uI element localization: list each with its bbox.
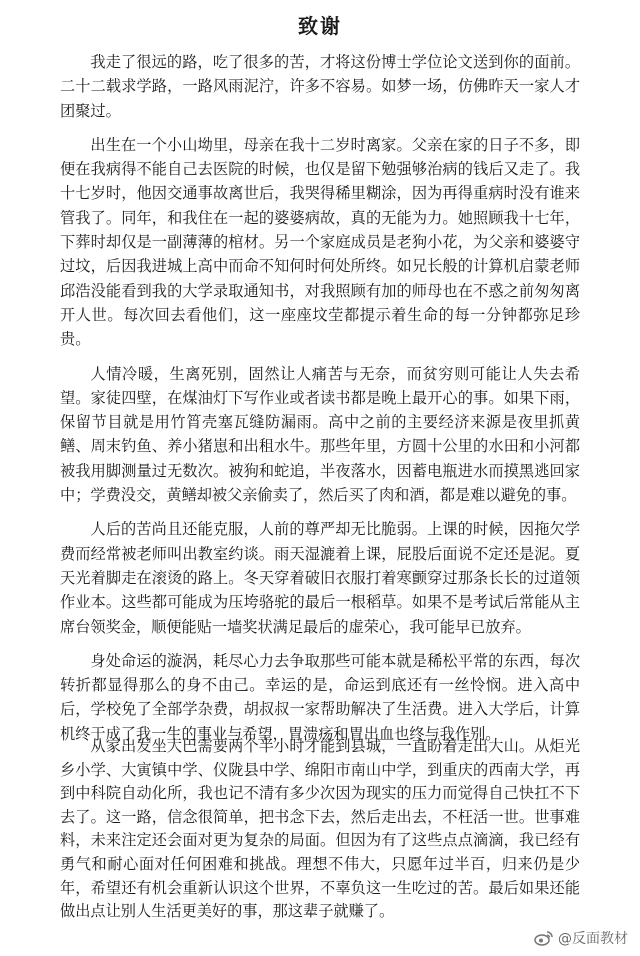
paragraph: 从家出发坐大巴需要两个半小时才能到县城，一直盼着走出大山。从炬光乡小学、大寅镇中学、仪陇县中学、绵阳市南山中学，到重庆的西南大学，再到中科院自动化所，我也记不清有多少次因为现实的压力而觉得自己快扛不下去了。这一路，信念很简单，把书念下去，然后走出去，不枉活一世。世事难料，未来注定还会面对更为复杂的局面。但因为有了这些点点滴滴，我已经有勇气和耐心面对任何困难和挑战。理想不伟大，只愿年过半百，归来仍是少年，希望还有机会重新认识这个世界，不辜负这一生吃过的苦。最后如果还能做出点让别人生活更美好的事，那这辈子就赚了。: [60, 737, 580, 921]
paragraph: 身处命运的漩涡，耗尽心力去争取那些可能本就是稀松平常的东西，每次转折都显得那么的身不由己。幸运的是，命运到底还有一丝怜悯。进入高中后，学校免了全部学杂费，胡叔叔一家帮助解决了生活费。进入大学后，计算机终于成了我一生的事业与希望，胃溃疡和胃出血也终与我作别。: [60, 651, 580, 743]
watermark-text: @反面教材: [558, 931, 628, 947]
paragraph: 人情冷暖，生离死别，固然让人痛苦与无奈，而贫穷则可能让人失去希望。家徒四壁，在煤油灯下写作业或者读书都是晚上最开心的事。如果下雨，保留节目就是用竹筲壳塞瓦缝防漏雨。高中之前的主要经济来源是夜里抓黄鳝、周末钓鱼、养小猪崽和出租水牛。那些年里，方圆十公里的水田和小河都被我用脚测量过无数次。被狗和蛇追，半夜落水，因蓄电瓶进水而摸黑逃回家中；学费没交，黄鳝却被父亲偷卖了，然后买了肉和酒，都是难以避免的事。: [60, 364, 580, 505]
acknowledgement-body-top: [60, 50, 580, 746]
weibo-icon: [534, 930, 554, 946]
paragraph: 人后的苦尚且还能克服，人前的尊严却无比脆弱。上课的时候，因拖欠学费而经常被老师叫出教室约谈。雨天湿漉着上课，屁股后面说不定还是泥。夏天光着脚走在滚烫的路上。冬天穿着破旧衣服打着寒颤穿过那条长长的过道领作业本。这些都可能成为压垮骆驼的最后一根稻草。如果不是考试后常能从主席台领奖金，顺便能贴一墙奖状满足最后的虚荣心，我可能早已放弃。: [60, 520, 580, 636]
page-title: 致谢: [298, 14, 342, 38]
paragraph: 出生在一个小山坳里，母亲在我十二岁时离家。父亲在家的日子不多，即便在我病得不能自己去医院的时候，也仅是留下勉强够治病的钱后又走了。我十七岁时，他因交通事故离世后，我哭得稀里糊涂，因为再得重病时没有谁来管我了。同年，和我住在一起的婆婆病故，真的无能为力。她照顾我十七年，下葬时却仅是一副薄薄的棺材。另一个家庭成员是老狗小花，为父亲和婆婆守过坟，后因我进城上高中而命不知何时何处所终。如兄长般的计算机启蒙老师邱浩没能看到我的大学录取通知书，对我照顾有加的师母也在不惑之前匆匆离开人世。每次回去看他们，这一座座坟茔都提示着生命的每一分钟都弥足珍贵。: [60, 135, 580, 349]
watermark: [534, 928, 628, 948]
acknowledgement-body-bottom: [60, 735, 580, 924]
paragraph: 我走了很远的路，吃了很多的苦，才将这份博士学位论文送到你的面前。二十二载求学路，一路风雨泥泞，许多不容易。如梦一场，仿佛昨天一家人才团聚过。: [60, 53, 580, 120]
